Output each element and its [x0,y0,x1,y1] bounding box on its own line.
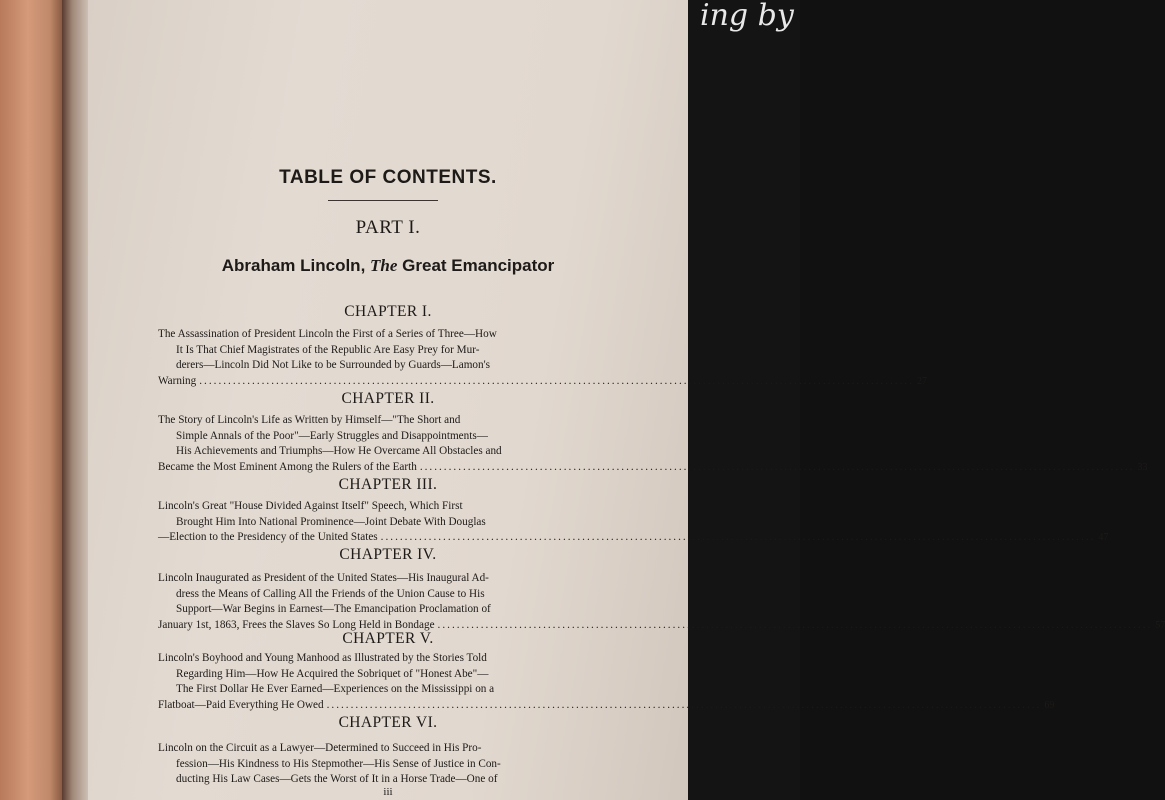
chapter-line: Lincoln's Great "House Divided Against Itself" Speech, Which First [158,500,463,512]
page-ref: 33 [1137,461,1148,473]
dot-leader: ..................................................................................................................................................... [199,374,914,387]
toc-title: TABLE OF CONTENTS. [279,167,497,188]
book-cover-edge [0,0,62,800]
title-rule [328,200,438,201]
chapter-line: Regarding Him—How He Acquired the Sobriquet of "Honest Abe"— [176,667,489,680]
chapter-heading: CHAPTER IV. [339,546,437,563]
chapter-heading: CHAPTER VI. [338,714,438,731]
chapter-last-line [158,374,927,390]
page-ref: 57 [1155,619,1165,631]
book-gutter [62,0,88,800]
chapter-heading: CHAPTER II. [341,390,435,407]
background-script-text: ing by [700,0,794,33]
chapter-entry [158,499,1109,546]
chapter-entry [158,327,927,389]
chapter-line: Lincoln Inaugurated as President of the United States—His Inaugural Ad- [158,572,489,584]
chapter-line: Lincoln's Boyhood and Young Manhood as Illustrated by the Stories Told [158,652,487,664]
chapter-line: derers—Lincoln Did Not Like to be Surrounded by Guards—Lamon's [176,359,490,371]
background-surface [688,0,800,800]
page-number: iii [383,786,393,798]
dot-leader: ..................................................................................................................................................... [437,618,1153,631]
chapter-line: The First Dollar He Ever Earned—Experiences on the Mississippi on a [176,683,495,695]
dot-leader: ..................................................................................................................................................... [380,531,1096,543]
chapter-line: It Is That Chief Magistrates of the Republic Are Easy Prey for Mur- [176,343,480,356]
book-title-before: Abraham Lincoln, [221,256,366,275]
chapter-last-line [158,460,1148,476]
chapter-last-line [158,698,1055,714]
chapter-entry [158,413,1148,475]
dot-leader: ..................................................................................................................................................... [419,460,1135,473]
page-ref: 27 [916,375,927,387]
chapter-line: Warning [158,374,197,387]
book-title-after: Great Emancipator [402,256,555,275]
chapter-heading: CHAPTER V. [342,630,434,647]
page-ref: 47 [1098,532,1109,543]
chapter-line: Simple Annals of the Poor"—Early Struggles and Disappointments— [176,429,488,442]
dot-leader: ..................................................................................................................................................... [326,698,1042,711]
chapter-line: fession—His Kindness to His Stepmother—His Sense of Justice in Con- [176,757,501,770]
chapter-entry [158,571,1165,633]
chapter-line: ducting His Law Cases—Gets the Worst of It in a Horse Trade—One of [176,773,498,785]
chapter-entry [158,741,613,788]
chapter-line: January 1st, 1863, Frees the Slaves So Long Held in Bondage [158,618,435,631]
chapter-line: —Election to the Presidency of the United States [158,531,378,543]
chapter-line: His Achievements and Triumphs—How He Overcame All Obstacles and [176,445,502,457]
book-title-the: The [370,256,398,275]
chapter-line: Became the Most Eminent Among the Rulers of the Earth [158,460,417,473]
book-title [88,256,688,276]
part-title: PART I. [355,217,421,238]
chapter-heading: CHAPTER I. [344,303,432,320]
chapter-line: dress the Means of Calling All the Friends of the Union Cause to His [176,587,485,600]
chapter-line: The Assassination of President Lincoln the First of a Series of Three—How [158,328,497,340]
chapter-last-line [158,530,1109,546]
chapter-entry [158,651,1055,713]
chapter-line: The Story of Lincoln's Life as Written by Himself—"The Short and [158,414,461,426]
chapter-line: Lincoln on the Circuit as a Lawyer—Determined to Succeed in His Pro- [158,742,482,754]
chapter-line: Flatboat—Paid Everything He Owed [158,698,324,711]
chapter-line: Brought Him Into National Prominence—Joint Debate With Douglas [176,515,486,528]
chapter-line: Support—War Begins in Earnest—The Emancipation Proclamation of [176,603,491,615]
chapter-heading: CHAPTER III. [338,476,438,493]
page-ref: 69 [1044,699,1055,711]
